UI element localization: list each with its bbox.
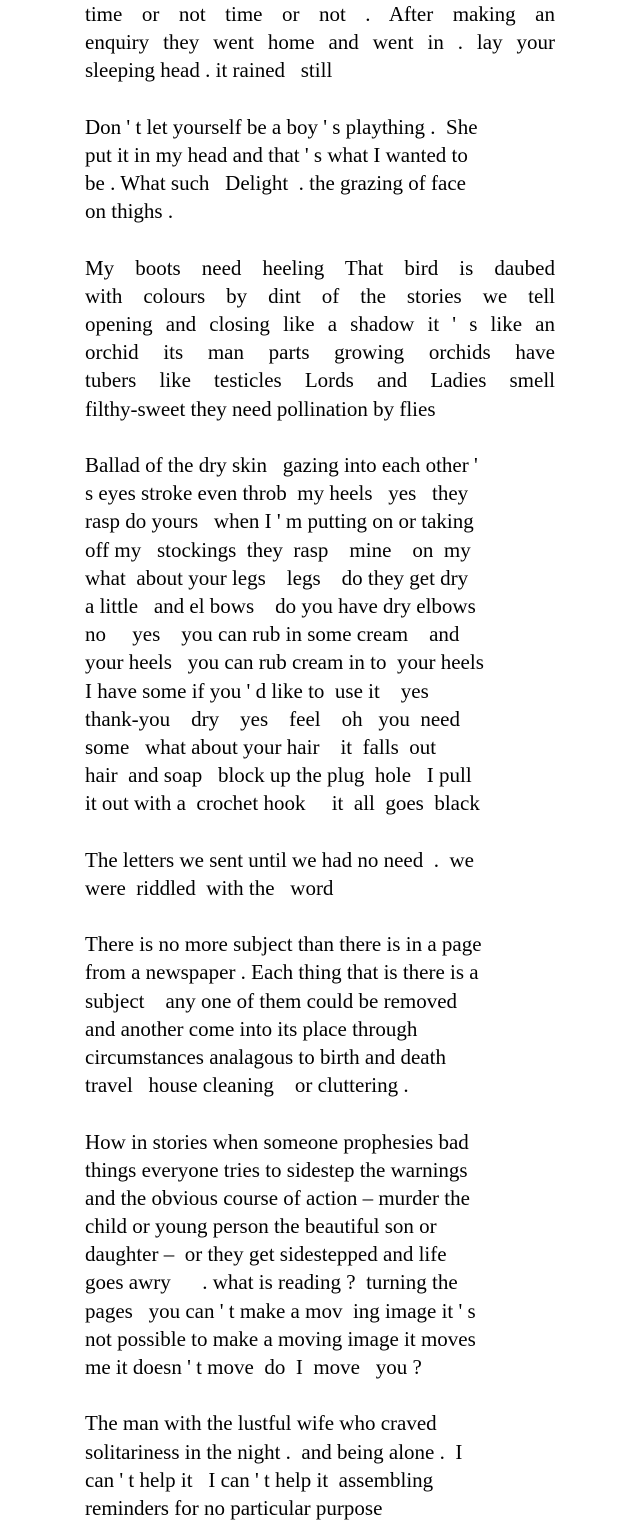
- text-line: be . What such Delight . the grazing of face: [85, 171, 466, 196]
- text-line: pages you can ' t make a mov ing image it ' s: [85, 1298, 476, 1323]
- paragraph-gap: [85, 85, 555, 113]
- paragraph-8: [85, 1409, 555, 1522]
- paragraph-3: [85, 254, 555, 423]
- text-line: daughter – or they get sidestepped and life: [85, 1242, 447, 1267]
- text-line: goes awry . what is reading ? turning the: [85, 1270, 458, 1295]
- document-page: [85, 0, 555, 1522]
- text-line: reminders for no particular purpose: [85, 1495, 383, 1520]
- text-line: hair and soap block up the plug hole I pull: [85, 763, 472, 788]
- text-line: were riddled with the word: [85, 875, 334, 900]
- paragraph-4: [85, 451, 555, 817]
- text-line: can ' t help it I can ' t help it assembling: [85, 1467, 434, 1492]
- text-line: circumstances analagous to birth and death: [85, 1044, 446, 1069]
- text-line: The letters we sent until we had no need . we: [85, 847, 474, 872]
- text-line: thank-you dry yes feel oh you need: [85, 706, 460, 731]
- text-line: off my stockings they rasp mine on my: [85, 537, 471, 562]
- text-line: orchid its man parts growing orchids have: [85, 340, 555, 365]
- text-line: s eyes stroke even throb my heels yes they: [85, 481, 469, 506]
- paragraph-gap: [85, 902, 555, 930]
- text-line: travel house cleaning or cluttering .: [85, 1073, 409, 1098]
- text-line: opening and closing like a shadow it ' s like an: [85, 312, 555, 337]
- paragraph-gap: [85, 226, 555, 254]
- text-line: it out with a crochet hook it all goes black: [85, 791, 480, 816]
- text-line: and another come into its place through: [85, 1016, 418, 1041]
- paragraph-gap: [85, 423, 555, 451]
- text-line: The man with the lustful wife who craved: [85, 1411, 437, 1436]
- text-line: some what about your hair it falls out: [85, 734, 437, 759]
- text-line: from a newspaper . Each thing that is there is a: [85, 960, 479, 985]
- text-line: sleeping head . it rained still: [85, 58, 333, 83]
- text-line: on thighs .: [85, 199, 174, 224]
- text-line: solitariness in the night . and being alone . I: [85, 1439, 463, 1464]
- paragraph-2: [85, 113, 555, 226]
- text-line: what about your legs legs do they get dry: [85, 565, 469, 590]
- text-line: Ballad of the dry skin gazing into each other ': [85, 453, 478, 477]
- text-line: no yes you can rub in some cream and: [85, 622, 460, 647]
- text-line: enquiry they went home and went in . lay your: [85, 30, 555, 55]
- text-line: not possible to make a moving image it moves: [85, 1326, 476, 1351]
- paragraph-gap: [85, 1381, 555, 1409]
- text-line: put it in my head and that ' s what I wanted to: [85, 142, 468, 167]
- text-line: There is no more subject than there is in a page: [85, 932, 482, 957]
- text-line: and the obvious course of action – murder the: [85, 1185, 470, 1210]
- text-line: Don ' t let yourself be a boy ' s plaything . She: [85, 114, 478, 139]
- text-line: tubers like testicles Lords and Ladies smell: [85, 368, 555, 393]
- paragraph-7: [85, 1128, 555, 1382]
- paragraph-gap: [85, 1099, 555, 1127]
- text-line: with colours by dint of the stories we tell: [85, 283, 555, 308]
- text-line: I have some if you ' d like to use it yes: [85, 678, 429, 703]
- paragraph-gap: [85, 817, 555, 845]
- paragraph-6: [85, 930, 555, 1099]
- paragraph-5: [85, 846, 555, 902]
- text-line: How in stories when someone prophesies bad: [85, 1129, 469, 1154]
- paragraph-1: [85, 0, 555, 85]
- text-line: a little and el bows do you have dry elbows: [85, 593, 476, 618]
- text-line: things everyone tries to sidestep the warnings: [85, 1157, 468, 1182]
- text-line: subject any one of them could be removed: [85, 988, 458, 1013]
- text-line: me it doesn ' t move do I move you ?: [85, 1355, 422, 1379]
- text-line: child or young person the beautiful son or: [85, 1214, 437, 1239]
- text-line: filthy-sweet they need pollination by flies: [85, 396, 436, 421]
- text-line: My boots need heeling That bird is daubed: [85, 255, 555, 280]
- text-line: rasp do yours when I ' m putting on or taking: [85, 509, 474, 534]
- text-line: your heels you can rub cream in to your heels: [85, 650, 484, 675]
- text-line: time or not time or not . After making an: [85, 2, 555, 26]
